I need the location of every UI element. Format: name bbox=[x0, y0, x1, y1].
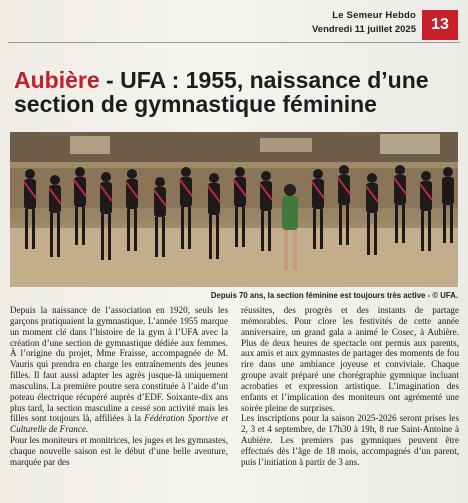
article-paragraph: Les inscriptions pour la saison 2025-2026 seront prises les 2, 3 et 4 septembre, de 17h30 à 19h, 8 rue Saint-Antoine à Aubière. Les premiers pas gymniques peuvent être effectués dès l’âge de 18 mois, accompagnés d’un parent, puis l’initiation à partir de 3 ans. bbox=[241, 413, 459, 467]
gymnasts-photo-illustration bbox=[10, 132, 458, 287]
issue-date: Vendredi 11 juillet 2025 bbox=[311, 24, 416, 35]
article-column-left bbox=[10, 305, 228, 468]
headline-place: Aubière bbox=[14, 67, 100, 93]
paragraph-text: Depuis la naissance de l’association en 1920, seuls les garçons pratiquaient la gymnastique. L’année 1955 marque un moment clé dans l’histoire de la gym à l’UFA avec la création d’une section de gymnastique dédiée aux femmes. À l’origine du projet, Mme Fraisse, accompagnée de M. Vauris qui prendra en charge les entraînements des jeunes filles. Il faut aussi adapter les agrès jusque-là uniquement masculins. La première poutre sera constituée à l’aide d’un poteau électrique récupéré auprès d’EDF. Soixante-dix ans plus tard, la section masculine a cessé son activité mais les filles sont toujours là, affiliées à la bbox=[10, 305, 228, 424]
article-headline bbox=[14, 68, 454, 116]
gymnasts-photo bbox=[10, 132, 458, 287]
page-number-badge: 13 bbox=[422, 10, 458, 40]
federation-name: Fédération Sportive et Culturelle de France. bbox=[10, 413, 229, 435]
article-column-right bbox=[241, 305, 459, 468]
article-paragraph: réussites, des progrès et des instants de partage mémorables. Pour clore les festivités de cette année anniversaire, un grand gala a animé le Cosec, à Aubière. Plus de deux heures de spectacle ont permis aux parents, aux amis et aux gymnastes de partager des moments de fou rire dans une ambiance joyeuse et conviviale. Chaque groupe avait préparé une chorégraphie gymnique incluant acrobaties et expression artistique. L’imagination des enfants et l’implication des moniteurs ont agrémenté une soirée pleine de surprises. bbox=[241, 305, 459, 413]
photo-caption: Depuis 70 ans, la section féminine est toujours très active - © UFA. bbox=[210, 291, 458, 300]
article-paragraph: Pour les moniteurs et monitrices, les juges et les gymnastes, chaque nouvelle saison est le début d’une belle aventure, marquée par des bbox=[10, 435, 228, 467]
newspaper-name: Le Semeur Hebdo bbox=[332, 10, 416, 21]
article-paragraph bbox=[10, 305, 228, 435]
header-divider bbox=[8, 42, 460, 43]
headline-title: - UFA : 1955, naissance d’une section de gymnastique féminine bbox=[14, 67, 429, 117]
